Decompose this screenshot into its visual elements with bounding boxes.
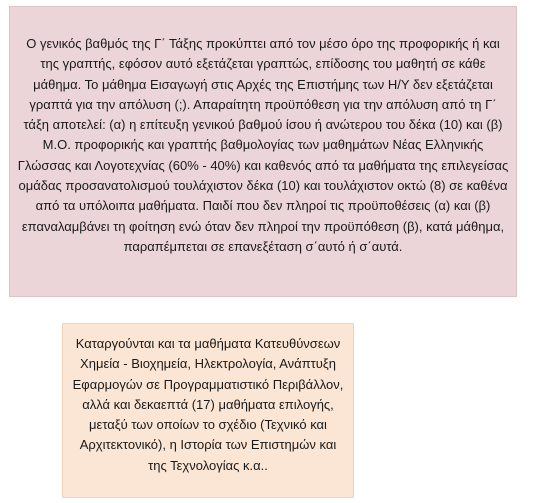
abolished-courses-text: Καταργούνται και τα μαθήματα Κατευθύνσεων Χημεία - Βιοχημεία, Ηλεκτρολογία, Ανάπτυξη Εφαρμογών σε Προγραμματιστικό Περιβάλλον, αλλά και δεκαεπτά (17) μαθήματα επιλογής, μεταξύ των οποίων το σχέδιο (Τεχνικό και Αρχιτεκτονικό), η Ιστορία των Επιστημών και της Τεχνολογίας κ.α.. <box>72 336 344 473</box>
exam-rules-text: Ο γενικός βαθμός της Γ΄ Τάξης προκύπτει από τον μέσο όρο της προφορικής ή και της γραπτής, εφόσον αυτό εξετάζεται γραπτώς, επίδοσης του μαθητή σε κάθε μάθημα. Το μάθημα Εισαγωγή στις Αρχές της Επιστήμης των Η/Υ δεν εξετάζεται γραπτά για την απόλυση (;). Απαραίτητη προϋπόθεση για την απόλυση από τη Γ΄ τάξη αποτελεί: (α) η επίτευξη γενικού βαθμού ίσου ή ανώτερου του δέκα (10) και (β) Μ.Ο. προφορικής και γραπτής βαθμολογίας των μαθημάτων Νέας Ελληνικής Γλώσσας και Λογοτεχνίας (60% - 40%) και καθενός από τα μαθήματα της επιλεγείσας ομάδας προσανατολισμού τουλάχιστον δέκα (10) και τουλάχιστον οκτώ (8) σε καθένα από τα υπόλοιπα μαθήματα. Παιδί που δεν πληροί τις προϋποθέσεις (α) και (β) επαναλαμβάνει τη φοίτηση ενώ όταν δεν πληροί την προϋπόθεση (β), κατά μάθημα, παραπέμπεται σε επανεξέταση σ΄αυτό ή σ΄αυτά. <box>17 36 509 254</box>
exam-rules-callout <box>9 6 517 297</box>
abolished-courses-callout <box>62 323 354 498</box>
